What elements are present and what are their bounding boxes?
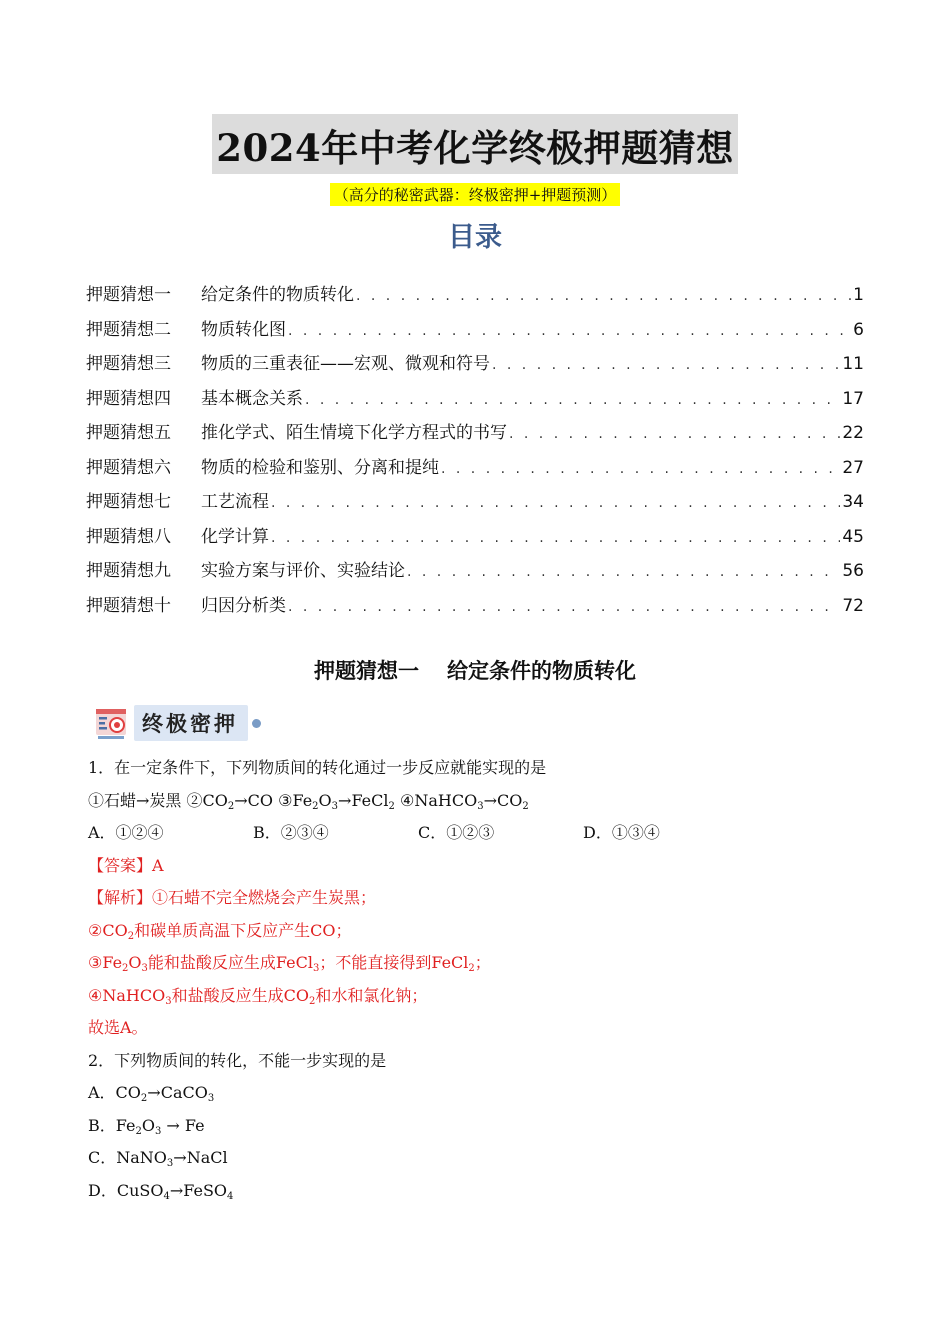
option-a[interactable]: A．①②④ — [88, 823, 164, 842]
option-c[interactable]: C．①②③ — [418, 823, 495, 842]
toc-title: 基本概念关系 — [201, 388, 303, 409]
toc-title: 归因分析类 — [201, 595, 286, 616]
section-name: 给定条件的物质转化 — [447, 659, 636, 683]
badge-dot — [252, 719, 261, 728]
toc-page: 72 — [842, 595, 864, 616]
question-body — [88, 752, 868, 1207]
section-label: 押题猜想一 — [314, 659, 419, 683]
option-b[interactable]: B．②③④ — [253, 823, 329, 842]
toc-heading: 目录 — [448, 222, 502, 253]
toc-page: 17 — [842, 388, 864, 409]
toc-page: 34 — [842, 492, 864, 512]
toc-label: 押题猜想九 — [86, 561, 171, 581]
target-board-icon — [94, 705, 130, 741]
toc-row[interactable] — [86, 522, 864, 557]
toc-leader — [288, 323, 851, 339]
toc-label: 押题猜想五 — [86, 423, 171, 443]
toc-label: 押题猜想四 — [86, 388, 171, 409]
toc-leader — [509, 426, 840, 442]
toc-label: 押题猜想二 — [86, 319, 171, 340]
q1-analysis-4: ④NaHCO$_3$和盐酸反应生成$CO_2$和水和氯化钠； — [88, 985, 428, 1007]
toc-row[interactable] — [86, 349, 864, 384]
q1-analysis-1: 【解析】①石蜡不完全燃烧会产生炭黑； — [88, 888, 377, 907]
toc-leader — [407, 564, 840, 580]
section-title — [0, 655, 950, 685]
q1-items: ①石蜡→炭黑 $②CO_2\to CO$ $③Fe_2O_3\to FeCl_2$ $④NaHCO_3\to CO_2$ — [88, 790, 529, 812]
q1-analysis-3: $③Fe_2O_3$能和盐酸反应生成FeCl$_3$；不能直接得到FeCl$_2$； — [88, 953, 491, 974]
toc-row[interactable] — [86, 591, 864, 626]
toc-title: 化学计算 — [201, 526, 269, 547]
toc-page: 11 — [842, 354, 864, 374]
toc-leader — [305, 392, 840, 408]
q2-option-a[interactable]: A．$CO_2\to CaCO_3$ — [88, 1083, 215, 1104]
toc-row[interactable] — [86, 280, 864, 315]
toc-label: 押题猜想六 — [86, 457, 171, 478]
toc-label: 押题猜想一 — [86, 285, 171, 305]
toc-page: 6 — [853, 319, 864, 340]
toc-title: 物质的三重表征——宏观、微观和符号 — [201, 354, 490, 374]
toc-leader — [441, 461, 840, 477]
toc-title: 推化学式、陌生情境下化学方程式的书写 — [201, 423, 507, 443]
toc-leader — [492, 357, 840, 373]
toc-leader — [271, 530, 840, 546]
toc-title: 实验方案与评价、实验结论 — [201, 561, 405, 581]
document-title: 2024年中考化学终极押题猜想 — [212, 114, 737, 174]
toc-page: 45 — [842, 526, 864, 547]
title-wrap — [0, 114, 950, 174]
toc-leader — [271, 495, 840, 511]
toc-title: 工艺流程 — [201, 492, 269, 512]
q1-analysis-5: 故选A。 — [88, 1018, 148, 1037]
toc-row[interactable] — [86, 315, 864, 350]
toc-row[interactable] — [86, 384, 864, 419]
section-badge — [94, 703, 261, 743]
q1-analysis-2: $②CO_2$和碳单质高温下反应产生CO； — [88, 920, 352, 942]
toc-label: 押题猜想十 — [86, 595, 171, 616]
q2-option-b[interactable]: B．$Fe_2O_3 \to Fe$ — [88, 1115, 205, 1137]
q1-options — [88, 817, 868, 850]
toc-row[interactable] — [86, 418, 864, 453]
toc-title: 物质转化图 — [201, 319, 286, 340]
toc-leader — [288, 599, 840, 615]
q2-stem: 2．下列物质间的转化，不能一步实现的是 — [88, 1050, 387, 1070]
toc-title: 物质的检验和鉴别、分离和提纯 — [201, 457, 439, 478]
toc-row[interactable] — [86, 487, 864, 522]
table-of-contents — [86, 280, 864, 625]
toc-leader — [356, 288, 851, 304]
subtitle-wrap — [0, 183, 950, 206]
toc-page: 1 — [853, 285, 864, 305]
toc-row[interactable] — [86, 556, 864, 591]
toc-label: 押题猜想三 — [86, 354, 171, 374]
toc-page: 56 — [842, 561, 864, 581]
q1-stem: 1．在一定条件下，下列物质间的转化通过一步反应就能实现的是 — [88, 758, 547, 777]
toc-row[interactable] — [86, 453, 864, 488]
badge-label: 终极密押 — [134, 705, 248, 741]
toc-page: 27 — [842, 457, 864, 478]
toc-label: 押题猜想七 — [86, 492, 171, 512]
q1-answer: 【答案】A — [88, 855, 164, 875]
q2-option-d[interactable]: D．CuSO$_4$→FeSO$_4$ — [88, 1180, 234, 1202]
toc-label: 押题猜想八 — [86, 526, 171, 547]
q2-option-c[interactable]: C．NaNO$_3$→NaCl — [88, 1148, 228, 1169]
document-subtitle: （高分的秘密武器：终极密押+押题预测） — [330, 183, 621, 206]
toc-page: 22 — [842, 423, 864, 443]
option-d[interactable]: D．①③④ — [583, 823, 660, 842]
toc-title: 给定条件的物质转化 — [201, 285, 354, 305]
